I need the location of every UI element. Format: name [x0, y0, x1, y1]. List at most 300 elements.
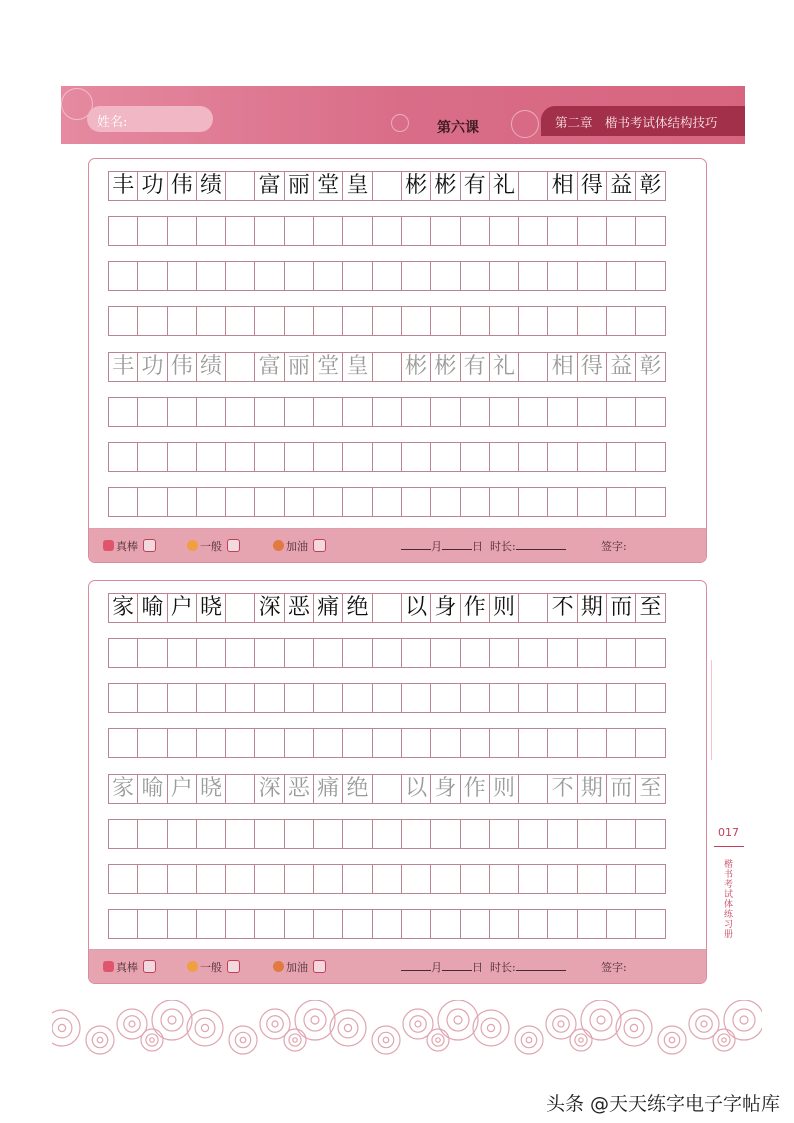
writing-cell[interactable] [460, 306, 490, 336]
writing-cell[interactable] [577, 306, 607, 336]
model-character-row [108, 171, 666, 201]
character-cell: 晓 [196, 593, 226, 623]
writing-cell[interactable] [313, 261, 343, 291]
writing-cell[interactable] [372, 306, 402, 336]
rating-try-label: 加油 [286, 961, 308, 974]
writing-cell[interactable] [225, 728, 255, 758]
writing-cell[interactable] [225, 487, 255, 517]
writing-cell[interactable] [489, 397, 519, 427]
writing-cell[interactable] [489, 864, 519, 894]
duration-input[interactable] [516, 961, 566, 971]
writing-cell[interactable] [606, 306, 636, 336]
writing-cell[interactable] [225, 909, 255, 939]
writing-cell[interactable] [196, 216, 226, 246]
writing-cell[interactable] [606, 864, 636, 894]
writing-cell[interactable] [547, 683, 577, 713]
writing-cell[interactable] [606, 397, 636, 427]
writing-cell[interactable] [547, 819, 577, 849]
writing-cell[interactable] [108, 909, 138, 939]
decor-swirl [391, 114, 409, 132]
writing-cell[interactable] [137, 397, 167, 427]
writing-cell[interactable] [137, 216, 167, 246]
character-cell: 丰 [108, 171, 138, 201]
writing-cell[interactable] [225, 819, 255, 849]
writing-cell[interactable] [254, 909, 284, 939]
writing-cell[interactable] [196, 683, 226, 713]
character-cell: 恶 [284, 593, 314, 623]
rating-great-label: 真棒 [116, 961, 138, 974]
day-input[interactable] [442, 961, 472, 971]
writing-cell[interactable] [518, 683, 548, 713]
writing-cell[interactable] [460, 638, 490, 668]
character-cell: 期 [577, 593, 607, 623]
writing-cell[interactable] [489, 683, 519, 713]
writing-cell[interactable] [430, 397, 460, 427]
character-cell: 晓 [196, 774, 226, 804]
character-cell [372, 593, 402, 623]
writing-cell[interactable] [547, 397, 577, 427]
writing-cell[interactable] [577, 909, 607, 939]
writing-cell[interactable] [108, 487, 138, 517]
writing-cell[interactable] [401, 487, 431, 517]
writing-cell[interactable] [430, 638, 460, 668]
writing-cell[interactable] [284, 306, 314, 336]
writing-cell[interactable] [342, 397, 372, 427]
character-cell: 喻 [137, 593, 167, 623]
writing-cell[interactable] [225, 442, 255, 472]
writing-cell[interactable] [606, 819, 636, 849]
writing-cell[interactable] [606, 261, 636, 291]
writing-cell[interactable] [635, 487, 665, 517]
signature-label[interactable]: 签字: [601, 961, 627, 974]
character-cell: 富 [254, 352, 284, 382]
writing-cell[interactable] [460, 261, 490, 291]
writing-cell[interactable] [401, 216, 431, 246]
writing-cell[interactable] [547, 864, 577, 894]
character-cell: 则 [489, 593, 519, 623]
writing-cell[interactable] [430, 683, 460, 713]
writing-cell[interactable] [167, 909, 197, 939]
writing-cell[interactable] [167, 819, 197, 849]
writing-cell[interactable] [518, 819, 548, 849]
rating-try-checkbox[interactable] [313, 960, 326, 973]
writing-cell[interactable] [254, 638, 284, 668]
writing-cell[interactable] [460, 728, 490, 758]
side-divider [711, 660, 712, 760]
character-cell: 彬 [401, 171, 431, 201]
writing-cell[interactable] [137, 909, 167, 939]
character-cell: 有 [460, 171, 490, 201]
writing-cell[interactable] [167, 683, 197, 713]
writing-cell[interactable] [547, 487, 577, 517]
writing-cell[interactable] [108, 638, 138, 668]
practice-grid-row [108, 864, 666, 894]
writing-cell[interactable] [401, 864, 431, 894]
writing-cell[interactable] [460, 864, 490, 894]
writing-cell[interactable] [401, 397, 431, 427]
writing-cell[interactable] [196, 728, 226, 758]
writing-cell[interactable] [635, 397, 665, 427]
rating-ok-checkbox[interactable] [227, 539, 240, 552]
character-cell: 深 [254, 774, 284, 804]
practice-grid-row [108, 819, 666, 849]
character-cell: 彬 [401, 352, 431, 382]
character-cell: 恶 [284, 774, 314, 804]
writing-cell[interactable] [167, 397, 197, 427]
character-cell [518, 171, 548, 201]
chapter-title: 第二章 楷书考试体结构技巧 [555, 115, 718, 130]
writing-cell[interactable] [372, 819, 402, 849]
writing-cell[interactable] [518, 864, 548, 894]
writing-cell[interactable] [430, 909, 460, 939]
writing-cell[interactable] [577, 442, 607, 472]
writing-cell[interactable] [635, 306, 665, 336]
writing-cell[interactable] [635, 216, 665, 246]
writing-cell[interactable] [225, 864, 255, 894]
writing-cell[interactable] [430, 216, 460, 246]
writing-cell[interactable] [577, 638, 607, 668]
writing-cell[interactable] [606, 216, 636, 246]
writing-cell[interactable] [196, 864, 226, 894]
writing-cell[interactable] [313, 442, 343, 472]
writing-cell[interactable] [313, 819, 343, 849]
character-cell: 伟 [167, 171, 197, 201]
writing-cell[interactable] [401, 909, 431, 939]
writing-cell[interactable] [430, 728, 460, 758]
writing-cell[interactable] [460, 819, 490, 849]
writing-cell[interactable] [167, 864, 197, 894]
character-cell: 以 [401, 774, 431, 804]
rating-try-checkbox[interactable] [313, 539, 326, 552]
writing-cell[interactable] [489, 638, 519, 668]
writing-cell[interactable] [342, 442, 372, 472]
character-cell: 期 [577, 774, 607, 804]
writing-cell[interactable] [635, 638, 665, 668]
writing-cell[interactable] [254, 683, 284, 713]
writing-cell[interactable] [167, 638, 197, 668]
writing-cell[interactable] [635, 864, 665, 894]
writing-cell[interactable] [547, 442, 577, 472]
writing-cell[interactable] [547, 638, 577, 668]
character-cell: 至 [635, 593, 665, 623]
writing-cell[interactable] [284, 819, 314, 849]
writing-cell[interactable] [635, 442, 665, 472]
writing-cell[interactable] [313, 864, 343, 894]
writing-cell[interactable] [577, 397, 607, 427]
writing-cell[interactable] [401, 683, 431, 713]
writing-cell[interactable] [284, 487, 314, 517]
writing-cell[interactable] [372, 487, 402, 517]
trace-character-row [108, 774, 666, 804]
writing-cell[interactable] [167, 487, 197, 517]
writing-cell[interactable] [342, 638, 372, 668]
writing-cell[interactable] [635, 728, 665, 758]
writing-cell[interactable] [254, 487, 284, 517]
writing-cell[interactable] [489, 261, 519, 291]
writing-cell[interactable] [342, 909, 372, 939]
practice-grid-row [108, 683, 666, 713]
writing-cell[interactable] [254, 864, 284, 894]
rating-ok-checkbox[interactable] [227, 960, 240, 973]
practice-panel-2 [88, 580, 707, 984]
character-cell: 而 [606, 593, 636, 623]
writing-cell[interactable] [196, 442, 226, 472]
writing-cell[interactable] [284, 909, 314, 939]
writing-cell[interactable] [342, 864, 372, 894]
writing-cell[interactable] [372, 909, 402, 939]
writing-cell[interactable] [547, 909, 577, 939]
writing-cell[interactable] [577, 864, 607, 894]
character-cell: 深 [254, 593, 284, 623]
writing-cell[interactable] [518, 638, 548, 668]
writing-cell[interactable] [196, 909, 226, 939]
writing-cell[interactable] [547, 261, 577, 291]
writing-cell[interactable] [460, 216, 490, 246]
writing-cell[interactable] [254, 442, 284, 472]
writing-cell[interactable] [372, 638, 402, 668]
writing-cell[interactable] [196, 306, 226, 336]
writing-cell[interactable] [342, 306, 372, 336]
name-field[interactable] [87, 106, 213, 132]
writing-cell[interactable] [167, 261, 197, 291]
writing-cell[interactable] [372, 442, 402, 472]
writing-cell[interactable] [313, 397, 343, 427]
writing-cell[interactable] [518, 909, 548, 939]
evaluation-bar [89, 949, 706, 983]
writing-cell[interactable] [460, 683, 490, 713]
lesson-title: 第六课 [437, 120, 479, 136]
smile-face-icon [187, 961, 198, 972]
writing-cell[interactable] [167, 728, 197, 758]
writing-cell[interactable] [401, 442, 431, 472]
writing-cell[interactable] [313, 216, 343, 246]
writing-cell[interactable] [137, 819, 167, 849]
writing-cell[interactable] [401, 728, 431, 758]
writing-cell[interactable] [430, 261, 460, 291]
writing-cell[interactable] [137, 442, 167, 472]
writing-cell[interactable] [430, 819, 460, 849]
writing-cell[interactable] [254, 306, 284, 336]
character-cell [518, 774, 548, 804]
character-cell: 得 [577, 171, 607, 201]
writing-cell[interactable] [313, 728, 343, 758]
writing-cell[interactable] [606, 638, 636, 668]
writing-cell[interactable] [284, 397, 314, 427]
writing-cell[interactable] [225, 397, 255, 427]
signature-label[interactable]: 签字: [601, 540, 627, 553]
writing-cell[interactable] [606, 909, 636, 939]
writing-cell[interactable] [196, 261, 226, 291]
month-input[interactable] [401, 540, 431, 550]
writing-cell[interactable] [137, 487, 167, 517]
writing-cell[interactable] [372, 261, 402, 291]
writing-cell[interactable] [635, 683, 665, 713]
writing-cell[interactable] [577, 728, 607, 758]
writing-cell[interactable] [577, 216, 607, 246]
writing-cell[interactable] [635, 819, 665, 849]
character-cell: 痛 [313, 774, 343, 804]
writing-cell[interactable] [137, 683, 167, 713]
writing-cell[interactable] [284, 216, 314, 246]
writing-cell[interactable] [313, 306, 343, 336]
writing-cell[interactable] [342, 216, 372, 246]
writing-cell[interactable] [225, 638, 255, 668]
character-cell: 礼 [489, 171, 519, 201]
writing-cell[interactable] [489, 487, 519, 517]
writing-cell[interactable] [284, 728, 314, 758]
writing-cell[interactable] [372, 728, 402, 758]
frown-face-icon [273, 540, 284, 551]
writing-cell[interactable] [254, 819, 284, 849]
writing-cell[interactable] [518, 306, 548, 336]
rating-great-checkbox[interactable] [143, 539, 156, 552]
writing-cell[interactable] [167, 216, 197, 246]
writing-cell[interactable] [284, 864, 314, 894]
writing-cell[interactable] [460, 442, 490, 472]
writing-cell[interactable] [430, 864, 460, 894]
writing-cell[interactable] [518, 397, 548, 427]
writing-cell[interactable] [313, 909, 343, 939]
writing-cell[interactable] [606, 683, 636, 713]
writing-cell[interactable] [313, 683, 343, 713]
writing-cell[interactable] [108, 819, 138, 849]
rating-ok [187, 959, 240, 975]
chapter-banner [541, 106, 745, 136]
writing-cell[interactable] [225, 683, 255, 713]
writing-cell[interactable] [401, 638, 431, 668]
writing-cell[interactable] [401, 306, 431, 336]
writing-cell[interactable] [137, 306, 167, 336]
writing-cell[interactable] [518, 216, 548, 246]
writing-cell[interactable] [489, 306, 519, 336]
writing-cell[interactable] [577, 487, 607, 517]
duration-label: 时长: [490, 540, 516, 553]
writing-cell[interactable] [284, 638, 314, 668]
writing-cell[interactable] [254, 728, 284, 758]
writing-cell[interactable] [489, 909, 519, 939]
writing-cell[interactable] [372, 864, 402, 894]
writing-cell[interactable] [606, 442, 636, 472]
writing-cell[interactable] [254, 216, 284, 246]
writing-cell[interactable] [196, 819, 226, 849]
writing-cell[interactable] [401, 261, 431, 291]
writing-cell[interactable] [547, 728, 577, 758]
writing-cell[interactable] [460, 397, 490, 427]
rating-great-checkbox[interactable] [143, 960, 156, 973]
writing-cell[interactable] [460, 487, 490, 517]
writing-cell[interactable] [108, 442, 138, 472]
character-cell: 丰 [108, 352, 138, 382]
writing-cell[interactable] [372, 683, 402, 713]
writing-cell[interactable] [401, 819, 431, 849]
character-cell: 伟 [167, 352, 197, 382]
writing-cell[interactable] [489, 216, 519, 246]
writing-cell[interactable] [196, 638, 226, 668]
writing-cell[interactable] [108, 306, 138, 336]
writing-cell[interactable] [225, 261, 255, 291]
writing-cell[interactable] [108, 864, 138, 894]
writing-cell[interactable] [225, 306, 255, 336]
writing-cell[interactable] [137, 728, 167, 758]
writing-cell[interactable] [108, 728, 138, 758]
character-cell: 家 [108, 774, 138, 804]
writing-cell[interactable] [518, 442, 548, 472]
day-label: 日 [472, 961, 483, 974]
writing-cell[interactable] [489, 819, 519, 849]
writing-cell[interactable] [167, 306, 197, 336]
side-rule [714, 846, 744, 847]
writing-cell[interactable] [196, 487, 226, 517]
writing-cell[interactable] [108, 261, 138, 291]
writing-cell[interactable] [372, 397, 402, 427]
writing-cell[interactable] [635, 261, 665, 291]
writing-cell[interactable] [342, 683, 372, 713]
character-cell: 绩 [196, 352, 226, 382]
writing-cell[interactable] [225, 216, 255, 246]
writing-cell[interactable] [518, 487, 548, 517]
writing-cell[interactable] [460, 909, 490, 939]
writing-cell[interactable] [577, 261, 607, 291]
writing-cell[interactable] [137, 261, 167, 291]
writing-cell[interactable] [635, 909, 665, 939]
writing-cell[interactable] [167, 442, 197, 472]
writing-cell[interactable] [342, 487, 372, 517]
writing-cell[interactable] [489, 728, 519, 758]
writing-cell[interactable] [518, 728, 548, 758]
practice-grid-row [108, 442, 666, 472]
rating-ok-label: 一般 [200, 540, 222, 553]
writing-cell[interactable] [606, 728, 636, 758]
writing-cell[interactable] [577, 683, 607, 713]
character-cell [225, 593, 255, 623]
day-input[interactable] [442, 540, 472, 550]
character-cell: 作 [460, 774, 490, 804]
writing-cell[interactable] [137, 638, 167, 668]
month-input[interactable] [401, 961, 431, 971]
date-field [401, 959, 566, 975]
writing-cell[interactable] [547, 306, 577, 336]
character-cell [225, 352, 255, 382]
duration-input[interactable] [516, 540, 566, 550]
writing-cell[interactable] [577, 819, 607, 849]
writing-cell[interactable] [313, 638, 343, 668]
writing-cell[interactable] [108, 683, 138, 713]
writing-cell[interactable] [342, 819, 372, 849]
writing-cell[interactable] [518, 261, 548, 291]
writing-cell[interactable] [196, 397, 226, 427]
writing-cell[interactable] [489, 442, 519, 472]
writing-cell[interactable] [284, 261, 314, 291]
writing-cell[interactable] [284, 683, 314, 713]
writing-cell[interactable] [342, 261, 372, 291]
writing-cell[interactable] [342, 728, 372, 758]
writing-cell[interactable] [254, 261, 284, 291]
writing-cell[interactable] [606, 487, 636, 517]
writing-cell[interactable] [137, 864, 167, 894]
character-cell: 丽 [284, 171, 314, 201]
character-cell: 彰 [635, 171, 665, 201]
writing-cell[interactable] [372, 216, 402, 246]
writing-cell[interactable] [547, 216, 577, 246]
writing-cell[interactable] [430, 306, 460, 336]
writing-cell[interactable] [430, 487, 460, 517]
writing-cell[interactable] [430, 442, 460, 472]
writing-cell[interactable] [108, 216, 138, 246]
writing-cell[interactable] [254, 397, 284, 427]
writing-cell[interactable] [313, 487, 343, 517]
writing-cell[interactable] [108, 397, 138, 427]
writing-cell[interactable] [284, 442, 314, 472]
